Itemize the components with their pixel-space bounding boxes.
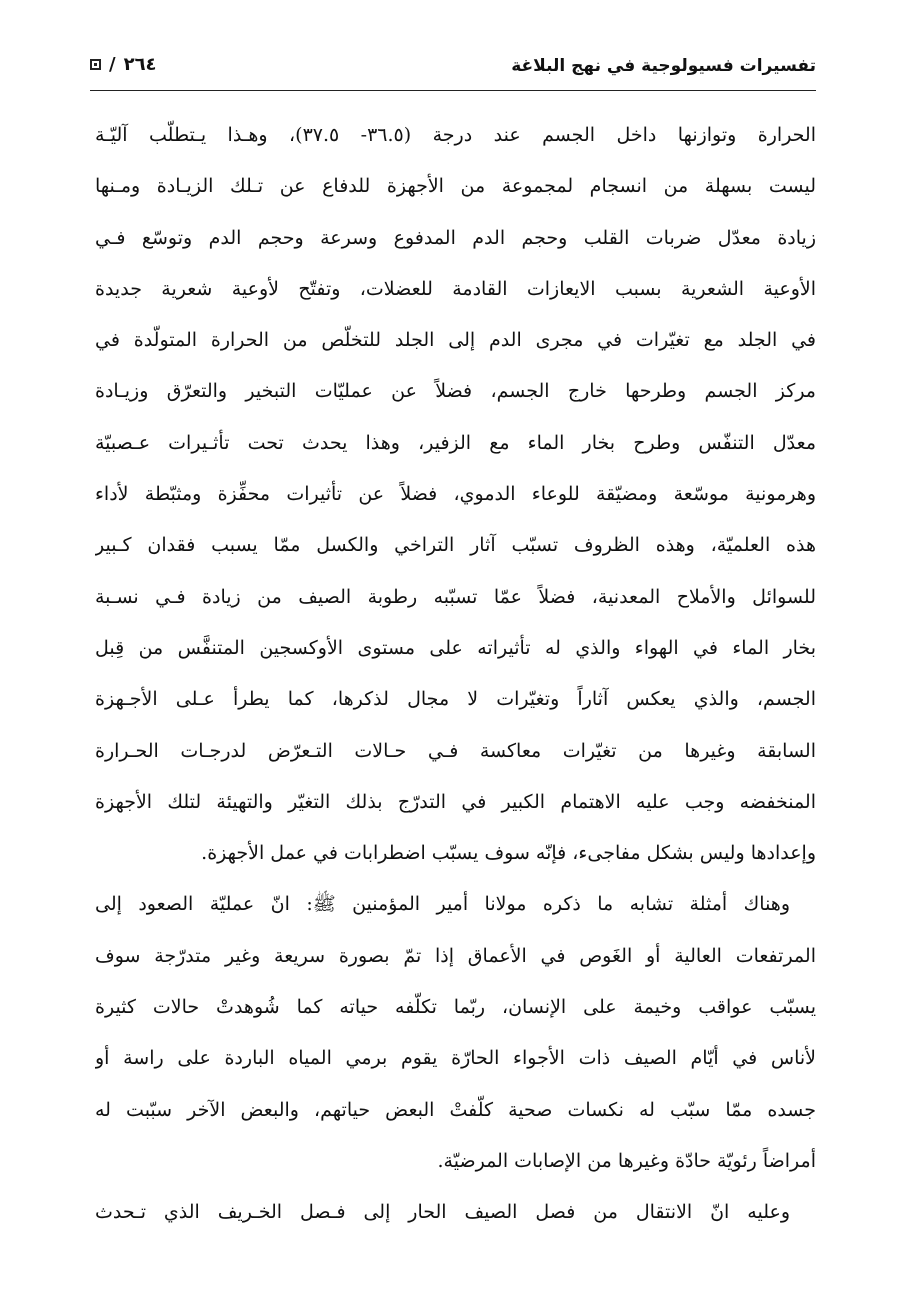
text-line: يسبّب عواقب وخيمة على الإنسان، ربّما تكلّفه حياته كما شُوهدتْ حالات كثيرة <box>95 996 816 1019</box>
text-line: ليست بسهلة من انسجام لمجموعة من الأجهزة للدفاع عن تـلك الزيـادة ومـنها <box>95 175 816 198</box>
text-line: السابقة وغيرها من تغيّرات معاكسة فـي حـالات التـعرّض لدرجـات الحـرارة <box>95 739 816 762</box>
text-line: الجسم، والذي يعكس آثاراً وتغيّرات لا مجال لذكرها، كما يطرأ عـلى الأجـهزة <box>95 688 816 711</box>
header-separator: / <box>109 54 116 75</box>
text-line: وإعدادها وليس بشكل مفاجىء، فإنّه سوف يسبّب اضطرابات في عمل الأجهزة. <box>201 842 816 865</box>
text-line: الأوعية الشعرية بسبب الايعازات القادمة للعضلات، وتفتّح لأوعية شعرية جديدة <box>95 277 816 300</box>
text-line: في الجلد مع تغيّرات في مجرى الدم إلى الجلد للتخلّص من الحرارة المتولّدة في <box>95 329 816 352</box>
text-line: بخار الماء في الهواء والذي له تأثيراته على مستوى الأوكسجين المتنفَّس من قِبل <box>95 636 816 659</box>
text-line: وهرمونية موسّعة ومضيّقة للوعاء الدموي، فضلاً عن تأثيرات محفِّزة ومثبّطة لأداء <box>95 483 816 506</box>
page-header <box>90 50 816 91</box>
body-text <box>95 116 816 1245</box>
text-line: لأناس في أيّام الصيف ذات الأجواء الحارّة يقوم برمي المياه الباردة على راسة أو <box>95 1047 816 1070</box>
page-number: ٢٦٤ <box>123 54 157 75</box>
text-line: جسده ممّا سبّب له نكسات صحية كلّفتْ البعض حياتهم، والبعض الآخر سبّبت له <box>95 1098 816 1121</box>
text-line: مركز الجسم وطرحها خارج الجسم، فضلاً عن عمليّات التبخير والتعرّق وزيـادة <box>95 380 816 403</box>
text-line: المرتفعات العالية أو الغَوص في الأعماق إذا تمّ بصورة سريعة وغير متدرّجة سوف <box>95 944 816 967</box>
running-title: تفسيرات فسيولوجية في نهج البلاغة <box>511 56 816 76</box>
text-line: زيادة معدّل ضربات القلب وحجم الدم المدفوع وسرعة وحجم الدم وتوسّع فـي <box>95 226 816 249</box>
text-line: وهناك أمثلة تشابه ما ذكره مولانا أمير المؤمنين ﷺ: انّ عمليّة الصعود إلى <box>95 893 790 916</box>
text-line: للسوائل والأملاح المعدنية، فضلاً عمّا تسبّبه رطوبة الصيف من زيادة فـي نسـبة <box>95 585 816 608</box>
text-line: المنخفضه وجب عليه الاهتمام الكبير في التدرّج بذلك التغيّر والتهيئة لتلك الأجهزة <box>95 790 816 813</box>
page-number-group <box>90 54 157 75</box>
text-line: هذه العلميّة، وهذه الظروف تسبّب آثار التراخي والكسل ممّا يسبب فقدان كـبير <box>95 534 816 557</box>
square-ornament-icon <box>90 59 101 70</box>
text-line: الحرارة وتوازنها داخل الجسم عند درجة (٣٦.٥- ٣٧.٥)، وهـذا يـتطلّب آليّـة <box>95 124 816 146</box>
text-line: أمراضاً رئويّة حادّة وغيرها من الإصابات المرضيّة. <box>437 1149 816 1172</box>
text-line: معدّل التنفّس وطرح بخار الماء مع الزفير، وهذا يحدث تحت تأثـيرات عـصبيّة <box>95 431 816 454</box>
text-line: وعليه انّ الانتقال من فصل الصيف الحار إلى فـصل الخـريف الذي تـحدث <box>95 1201 790 1224</box>
